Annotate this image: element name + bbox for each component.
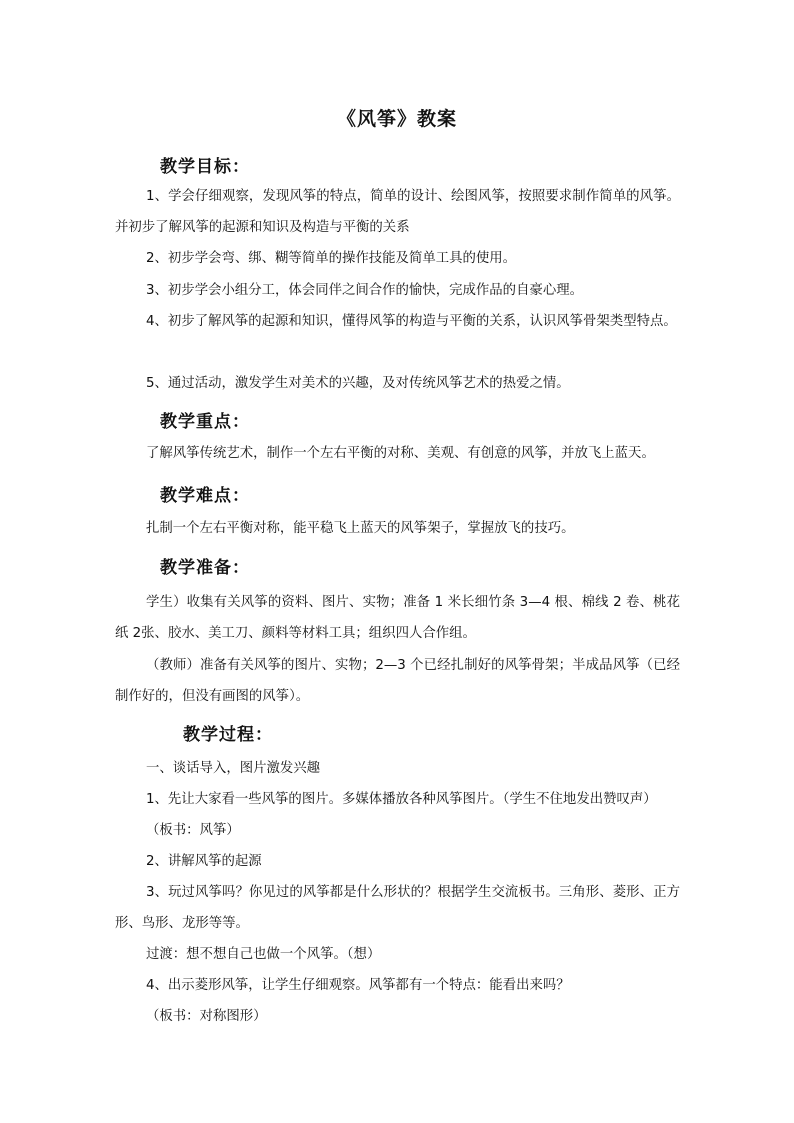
goal-item-3: 3、初步学会小组分工，体会同伴之间合作的愉快，完成作品的自豪心理。 <box>146 283 584 298</box>
prep-heading: 教学准备： <box>160 558 250 578</box>
difficulty-text: 扎制一个左右平衡对称，能平稳飞上蓝天的风筝架子，掌握放飞的技巧。 <box>146 521 575 536</box>
keypoint-heading: 教学重点： <box>160 412 250 432</box>
process-line-4: 2、讲解风筝的起源 <box>146 854 262 869</box>
goal-item-1: 1、学会仔细观察，发现风筝的特点，简单的设计、绘图风筝，按照要求制作简单的风筝。并初步了解风筝的起源和知识及构造与平衡的关系 <box>115 189 680 235</box>
goals-heading: 教学目标： <box>160 157 250 177</box>
process-line-1: 一、谈话导入，图片激发兴趣 <box>146 761 321 776</box>
difficulty-heading: 教学难点： <box>160 486 250 506</box>
process-line-7: 4、出示菱形风筝，让学生仔细观察。风筝都有一个特点：能看出来吗？ <box>146 978 570 993</box>
goal-item-4: 4、初步了解风筝的起源和知识，懂得风筝的构造与平衡的关系，认识风筝骨架类型特点。 <box>146 314 677 329</box>
prep-student: 学生）收集有关风筝的资料、图片、实物；准备 1 米长细竹条 3—4 根、棉线 2 卷、桃花纸 2张、胶水、美工刀、颜料等材料工具；组织四人合作组。 <box>115 595 680 641</box>
document-title: 《风筝》教案 <box>336 108 457 130</box>
process-line-2: 1、先让大家看一些风筝的图片。多媒体播放各种风筝图片。（学生不住地发出赞叹声） <box>146 792 657 807</box>
process-line-5: 3、玩过风筝吗？你见过的风筝都是什么形状的？根据学生交流板书。三角形、菱形、正方形、鸟形、龙形等等。 <box>115 885 680 931</box>
prep-teacher: （教师）准备有关风筝的图片、实物；2—3 个已经扎制好的风筝骨架；半成品风筝（已经制作好的，但没有画图的风筝）。 <box>115 658 680 704</box>
process-heading: 教学过程： <box>183 725 273 745</box>
process-line-8: （板书：对称图形） <box>146 1009 267 1024</box>
process-line-3: （板书：风筝） <box>146 823 240 838</box>
keypoint-text: 了解风筝传统艺术，制作一个左右平衡的对称、美观、有创意的风筝，并放飞上蓝天。 <box>146 446 655 461</box>
goal-item-5: 5、通过活动，激发学生对美术的兴趣，及对传统风筝艺术的热爱之情。 <box>146 376 570 391</box>
goal-item-2: 2、初步学会弯、绑、糊等简单的操作技能及简单工具的使用。 <box>146 251 517 266</box>
process-line-6: 过渡：想不想自己也做一个风筝。（想） <box>146 947 381 962</box>
